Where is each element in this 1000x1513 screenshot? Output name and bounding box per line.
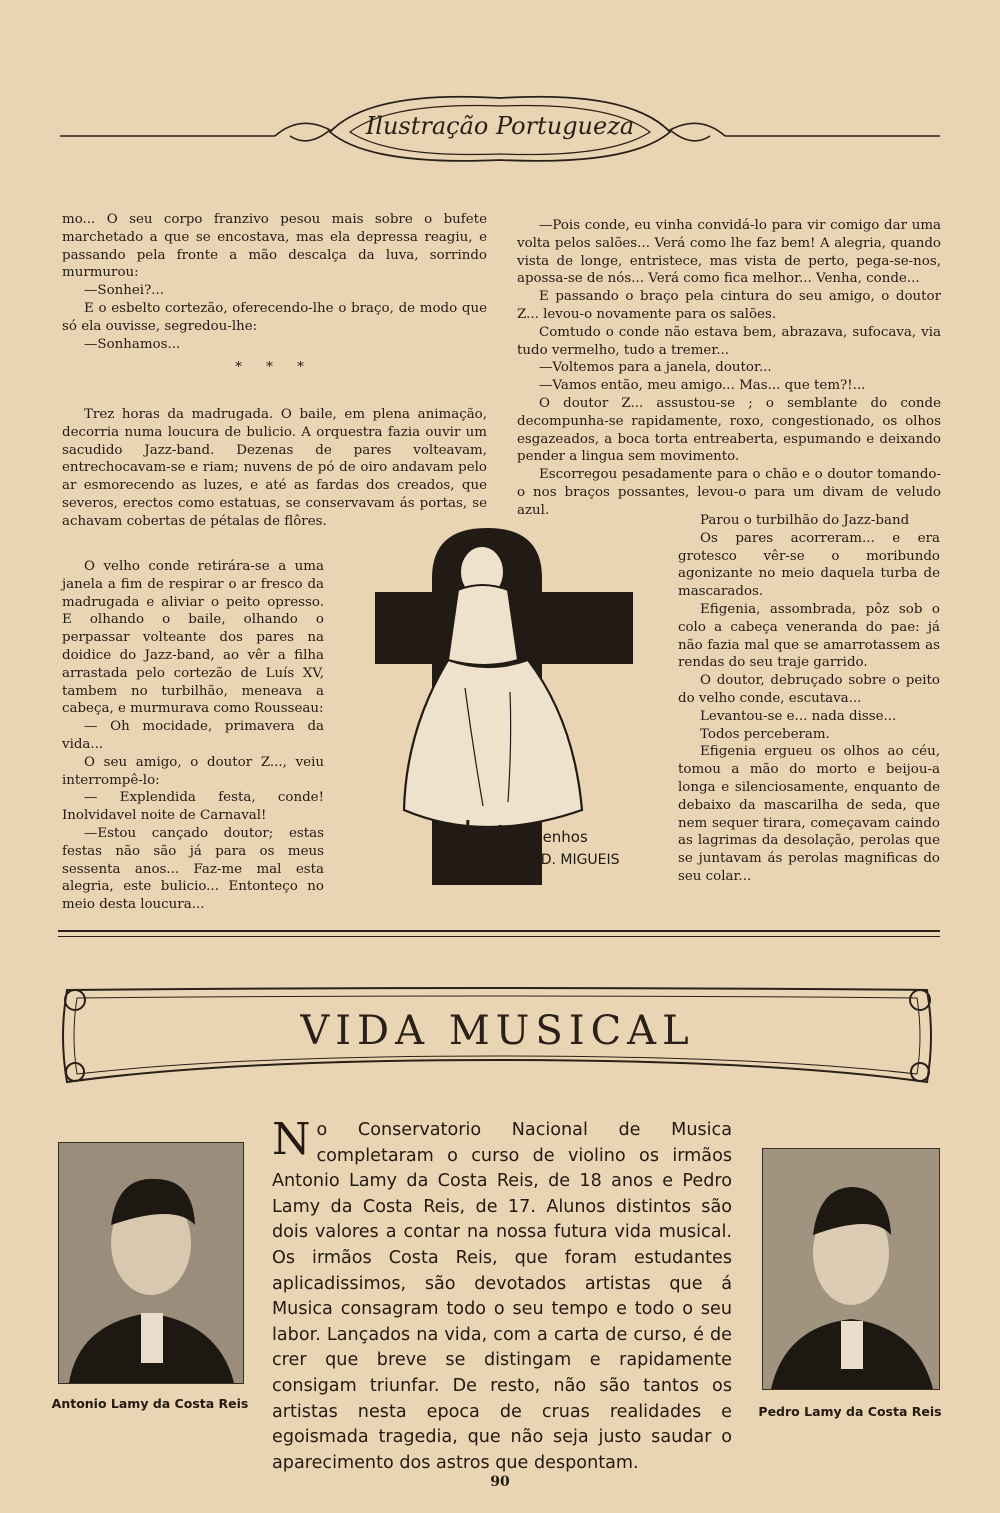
signature-line-1: desenhos [516, 828, 588, 846]
section-separator: * * * [235, 360, 314, 376]
paragraph: —Pois conde, eu vinha convidá-lo para vir comigo dar uma volta pelos salões... Verá como lhe faz bem! A alegria, quando vista de longe, entristece, mas vista de perto, pega-se-nos, apossa-se de nós... Verá como fica melhor... Venha, conde... [517, 218, 941, 287]
paragraph: Trez horas da madrugada. O baile, em plena animação, decorria numa loucura de bulicio. A orquestra fazia ouvir um sacudido Jazz-band. Dezenas de pares volteavam, entrechocavam-se e riam; nuvens de pó de oiro andavam pelo ar esmorecendo as luzes, e até as fardas dos creados, que severos, erectos como estatuas, se conservavam ás portas, se achavam cobertas de pétalas de flôres. [62, 407, 487, 529]
signature-line-2: de ROD. MIGUEIS [498, 852, 620, 868]
paragraph: —Estou cançado doutor; estas festas não são já para os meus sessenta anos... Faz-me mal esta alegria, este bulicio... Entonteço no meio desta loucura... [62, 825, 324, 913]
divider-rule [58, 936, 940, 937]
paragraph: —Sonhei?... [84, 283, 165, 299]
paragraph: —Vamos então, meu amigo... Mas... que tem?!... [539, 378, 866, 394]
paragraph: Todos perceberam. [700, 726, 830, 742]
paragraph: Efigenia, assombrada, pôz sob o colo a cabeça veneranda do pae: já não fazia mal que se amarrotassem as rendas do seu traje garrido. [678, 601, 940, 671]
cross-girl-drawing [370, 520, 640, 890]
paragraph: Comtudo o conde não estava bem, abrazava, sufocava, via tudo vermelho, tudo a tremer... [517, 324, 941, 358]
photo-antonio [58, 1142, 244, 1384]
paragraph: O velho conde retirára-se a uma janela a fim de respirar o ar fresco da madrugada e aliviar o peito opresso. E olhando o baile, olhando o perpassar volteante dos pares na doidice do Jazz-band, ao vêr a filha arrastada pelo cortezão de Luís XV, tambem no turbilhão, meneava a cabeça, e murmurava como Rousseau: [62, 559, 324, 717]
section-body [272, 1114, 732, 1476]
section-title: VIDA MUSICAL [300, 1008, 695, 1054]
article-right-column-narrow [678, 512, 940, 886]
page-number: 90 [490, 1474, 510, 1490]
paragraph: Parou o turbilhão do Jazz-band [700, 513, 910, 528]
drop-cap: N [272, 1114, 311, 1165]
paragraph: O seu amigo, o doutor Z..., veiu interrompê-lo: [62, 754, 324, 788]
paragraph: Os pares acorreram... e era grotesco vêr-se o moribundo agonizante no meio daquela turba de mascarados. [678, 530, 940, 600]
portrait-image [59, 1143, 243, 1383]
illustration [370, 520, 640, 890]
article-right-column-top [517, 217, 941, 520]
portrait-image [763, 1149, 939, 1389]
article-left-column-top [62, 211, 487, 385]
paragraph: E o esbelto cortezão, oferecendo-lhe o braço, de modo que só ela ouvisse, segredou-lhe: [62, 300, 487, 334]
photo-pedro [762, 1148, 940, 1390]
section-text: o Conservatorio Nacional de Musica completaram o curso de violino os irmãos Antonio Lamy da Costa Reis, de 18 anos e Pedro Lamy da Costa Reis, de 17. Alunos distintos são dois valores a contar na nossa futura vida musical. Os irmãos Costa Reis, que foram estudantes aplicadissimos, são devotados artistas que á Musica consagram todo o seu tempo e todo o seu labor. Lançados na vida, com a carta de curso, é de crer que breve se distingam e rapidamente consigam triunfar. De resto, não são tantos os artistas nesta epoca de cruas realidades e egoismada tragedia, que não seja justo saudar o aparecimento dos astros que despontam. [272, 1120, 732, 1473]
photo-caption-right: Pedro Lamy da Costa Reis [758, 1404, 942, 1419]
paragraph: Escorregou pesadamente para o chão e o doutor tomando-o nos braços possantes, levou-o para um divam de veludo azul. [517, 467, 941, 518]
article-left-column-wide [62, 406, 487, 531]
article-left-column-narrow [62, 558, 324, 914]
paragraph: — Explendida festa, conde! Inolvidavel noite de Carnaval! [62, 790, 324, 824]
paragraph: O doutor, debruçado sobre o peito do velho conde, escutava... [678, 673, 940, 706]
paragraph: —Sonhamos... [84, 336, 181, 352]
paragraph: mo... O seu corpo franzivo pesou mais sobre o bufete marchetado a que se encostava, mas ela depressa reagiu, e passando pela fronte a mão descalça da luva, sorrindo murmurou: [62, 212, 487, 281]
paragraph: E passando o braço pela cintura do seu amigo, o doutor Z... levou-o novamente para os salões. [517, 289, 941, 322]
divider-rule [58, 930, 940, 932]
paragraph: Efigenia ergueu os olhos ao céu, tomou a mão do morto e beijou-a longa e silenciosamente, enquanto de debaixo da mascarilha de seda, que nem sequer tirara, começavam caindo as lagrimas da desolação, perolas que se juntavam ás perolas magnificas do seu colar... [678, 744, 940, 884]
paragraph: —Voltemos para a janela, doutor... [539, 360, 772, 376]
paragraph: O doutor Z... assustou-se ; o semblante do conde decompunha-se rapidamente, roxo, congestionado, os olhos esgazeados, a boca torta entreaberta, espumando e deixando pender a lingua sem movimento. [517, 395, 941, 465]
masthead-title: Ilustração Portugueza [365, 112, 635, 140]
paragraph: Levantou-se e... nada disse... [700, 708, 897, 724]
paragraph: — Oh mocidade, primavera da vida... [62, 719, 324, 752]
photo-caption-left: Antonio Lamy da Costa Reis [51, 1396, 249, 1411]
